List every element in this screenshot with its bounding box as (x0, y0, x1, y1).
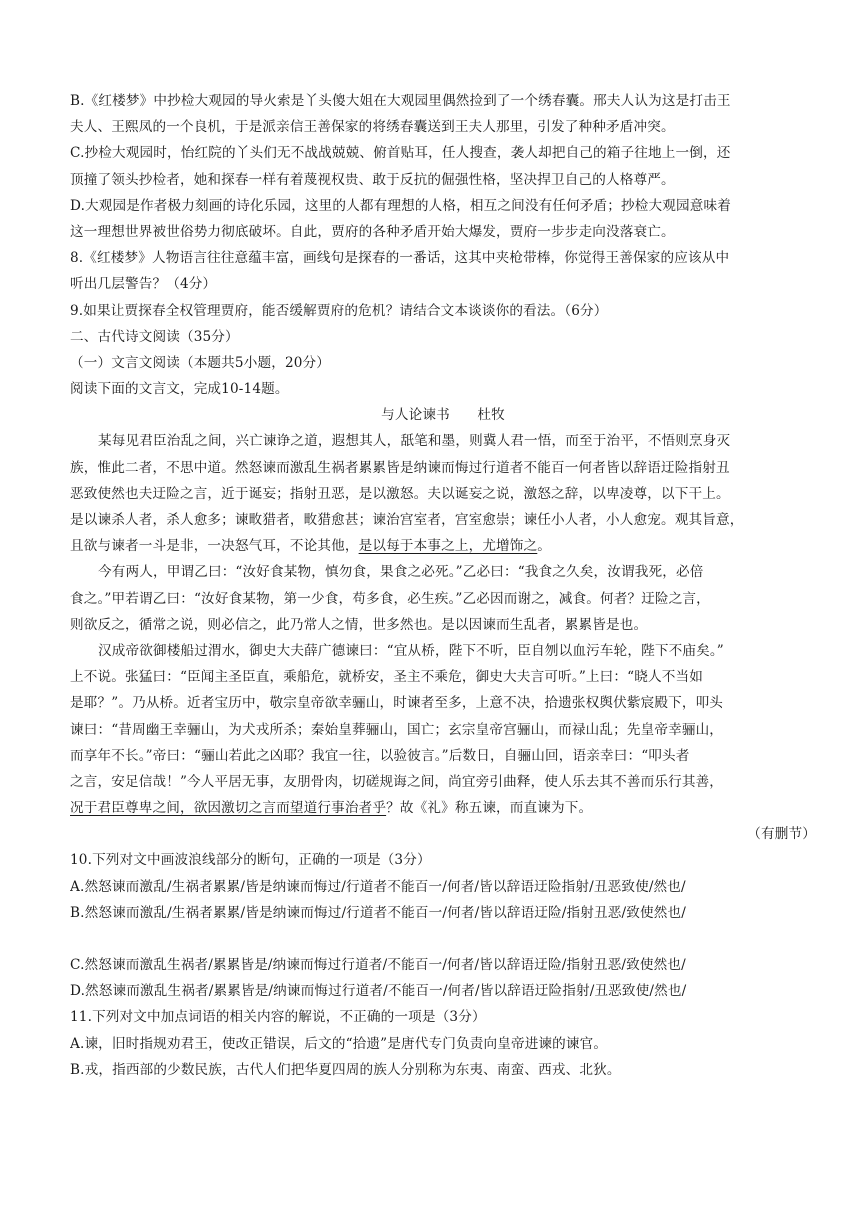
question-9: 9.如果让贾探春全权管理贾府，能否缓解贾府的危机？请结合文本谈谈你的看法。（6分） (70, 302, 608, 319)
passage-p2-line-2: 食之。”甲若谓乙曰：“汝好食某物，第一少食，苟多食，必生疾。”乙必因而谢之，减食。何者？迂险之言， (70, 590, 710, 607)
option-b-line-1: B.《红楼梦》中抄检大观园的导火索是丫头傻大姐在大观园里偶然捡到了一个绣春囊。邢夫人认为这是打击王 (70, 93, 731, 109)
passage-p3-line-6: 之言，安足信哉！”今人平居无事，友朋骨肉，切磋规诲之间，尚宜旁引曲释，使人乐去其不善而乐行其善， (70, 773, 724, 790)
option-c-line-1: C.抄检大观园时，怡红院的丫头们无不战战兢兢、俯首贴耳，任人搜查，袭人却把自己的箱子往地上一倒，还 (70, 145, 731, 162)
question-11-option-a: A.谏，旧时指规劝君王，使改正错误，后文的“拾遗”是唐代专门负责向皇帝进谏的谏官。 (70, 1035, 608, 1052)
passage-p3-line-5: 而享年不长。”帝曰：“骊山若此之凶耶？我宜一往，以验彼言。”后数日，自骊山回，语亲幸曰：“叩头者 (70, 747, 690, 764)
question-10-option-c: C.然怒谏而激乱生祸者/累累皆是/纳谏而悔过行道者/不能百一/何者/皆以辞语迂险/指射丑恶/致使然也/ (70, 957, 686, 973)
passage-p3-line-2: 上不说。张猛曰：“臣闻主圣臣直，乘船危，就桥安，圣主不乘危，御史大夫言可听。”上曰：“晓人不当如 (70, 669, 703, 686)
exam-page (70, 88, 816, 1083)
passage-p3-line-3: 是耶？”。乃从桥。近者宝历中，敬宗皇帝欲幸骊山，时谏者至多，上意不决，拾遗张权舆伏紫宸殿下，叩头 (70, 695, 724, 712)
passage-text: 。 (537, 538, 552, 555)
question-10-option-a: A.然怒谏而激乱/生祸者累累/皆是纳谏而悔过/行道者不能百一/何者/皆以辞语迂险指射/丑恶致使/然也/ (70, 878, 686, 895)
passage-p2-line-1: 今有两人，甲谓乙曰：“汝好食某物，慎勿食，果食之必死。”乙必曰：“我食之久矣，汝谓我死，必倍 (98, 564, 704, 581)
passage-text: ？故《礼》称五谏，而直谏为下。 (386, 800, 593, 817)
question-10-option-d: D.然怒谏而激乱生祸者/累累皆是/纳谏而悔过行道者/不能百一/何者/皆以辞语迂险指射/丑恶致使/然也/ (70, 983, 687, 1000)
question-8-line-1: 8.《红楼梦》人物语言往往意蕴丰富，画线句是探春的一番话，这其中夹枪带棒，你觉得王善保家的应该从中 (70, 250, 730, 267)
passage-title: 与人论谏书 杜牧 (381, 407, 505, 424)
option-d-line-2: 这一理想世界被世俗势力彻底破坏。自此，贾府的各种矛盾开始大爆发，贾府一步步走向没落衰亡。 (70, 223, 675, 240)
passage-p1-line-4: 是以谏杀人者，杀人愈多；谏畋猎者，畋猎愈甚；谏治宫室者，宫室愈崇；谏任小人者，小人愈宠。观其旨意， (70, 512, 744, 528)
passage-p1-line-1: 某每见君臣治乱之间，兴亡谏诤之道，遐想其人，舐笔和墨，则冀人君一悟，而至于治平，不悟则烹身灭 (98, 433, 731, 450)
reading-instruction: 阅读下面的文言文，完成10-14题。 (70, 381, 289, 398)
underlined-sentence: 是以每于本事之上，尤增饰之 (358, 538, 538, 555)
section-heading: 二、古代诗文阅读（35分） (70, 328, 239, 345)
underlined-sentence: 况于君臣尊卑之间，欲因激切之言而望道行事治者乎 (70, 800, 387, 817)
passage-text: 且欲与谏者一斗是非，一决怒气耳，不论其他， (70, 538, 359, 555)
option-c-line-2: 顶撞了领头抄检者，她和探春一样有着蔑视权贵、敢于反抗的倔强性格，坚决捍卫自己的人格尊严。 (70, 171, 675, 188)
passage-p1-line-3: 恶致使然也夫迂险之言，近于诞妄；指射丑恶，是以激怒。夫以诞妄之说，激怒之辞，以卑凌尊，以下干上。 (70, 485, 730, 502)
passage-p3-line-1: 汉成帝欲御楼船过渭水，御史大夫薛广德谏曰：“宜从桥，陛下不听，臣自刎以血污车轮，陛下不庙矣。” (98, 642, 724, 659)
question-11-option-b: B.戎，指西部的少数民族，古代人们把华夏四周的族人分别称为东夷、南蛮、西戎、北狄。 (70, 1061, 621, 1078)
passage-p1-line-2: 族，惟此二者，不思中道。然怒谏而激乱生祸者累累皆是纳谏而悔过行道者不能百一何者皆以辞语迂险指射丑 (70, 459, 730, 476)
blank-gap (70, 926, 816, 952)
question-10: 10.下列对文中画波浪线部分的断句，正确的一项是（3分） (70, 852, 431, 869)
passage-p1-line-5 (70, 533, 816, 559)
subsection-heading: （一）文言文阅读（本题共5小题，20分） (70, 354, 331, 371)
option-d-line-1: D.大观园是作者极力刻画的诗化乐园，这里的人都有理想的人格，相互之间没有任何矛盾；抄检大观园意味着 (70, 197, 731, 214)
question-8-line-2: 听出几层警告？（4分） (70, 276, 217, 293)
passage-p3-line-4: 谏曰：“昔周幽王幸骊山，为犬戎所杀；秦始皇葬骊山，国亡；玄宗皇帝宫骊山，而禄山乱；先皇帝幸骊山， (70, 721, 724, 738)
abridged-note: （有删节） (747, 826, 816, 843)
question-11: 11.下列对文中加点词语的相关内容的解说，不正确的一项是（3分） (70, 1009, 486, 1026)
option-b-line-2: 夫人、王熙凤的一个良机，于是派亲信王善保家的将绣春囊送到王夫人那里，引发了种种矛盾冲突。 (70, 119, 675, 136)
passage-p2-line-3: 则欲反之，循常之说，则必信之，此乃常人之情，世多然也。是以因谏而生乱者，累累皆是也。 (70, 616, 648, 633)
passage-p3-line-7 (70, 795, 816, 821)
question-10-option-b: B.然怒谏而激乱/生祸者累累/皆是纳谏而悔过/行道者不能百一/何者/皆以辞语迂险/指射丑恶/致使然也/ (70, 904, 686, 921)
